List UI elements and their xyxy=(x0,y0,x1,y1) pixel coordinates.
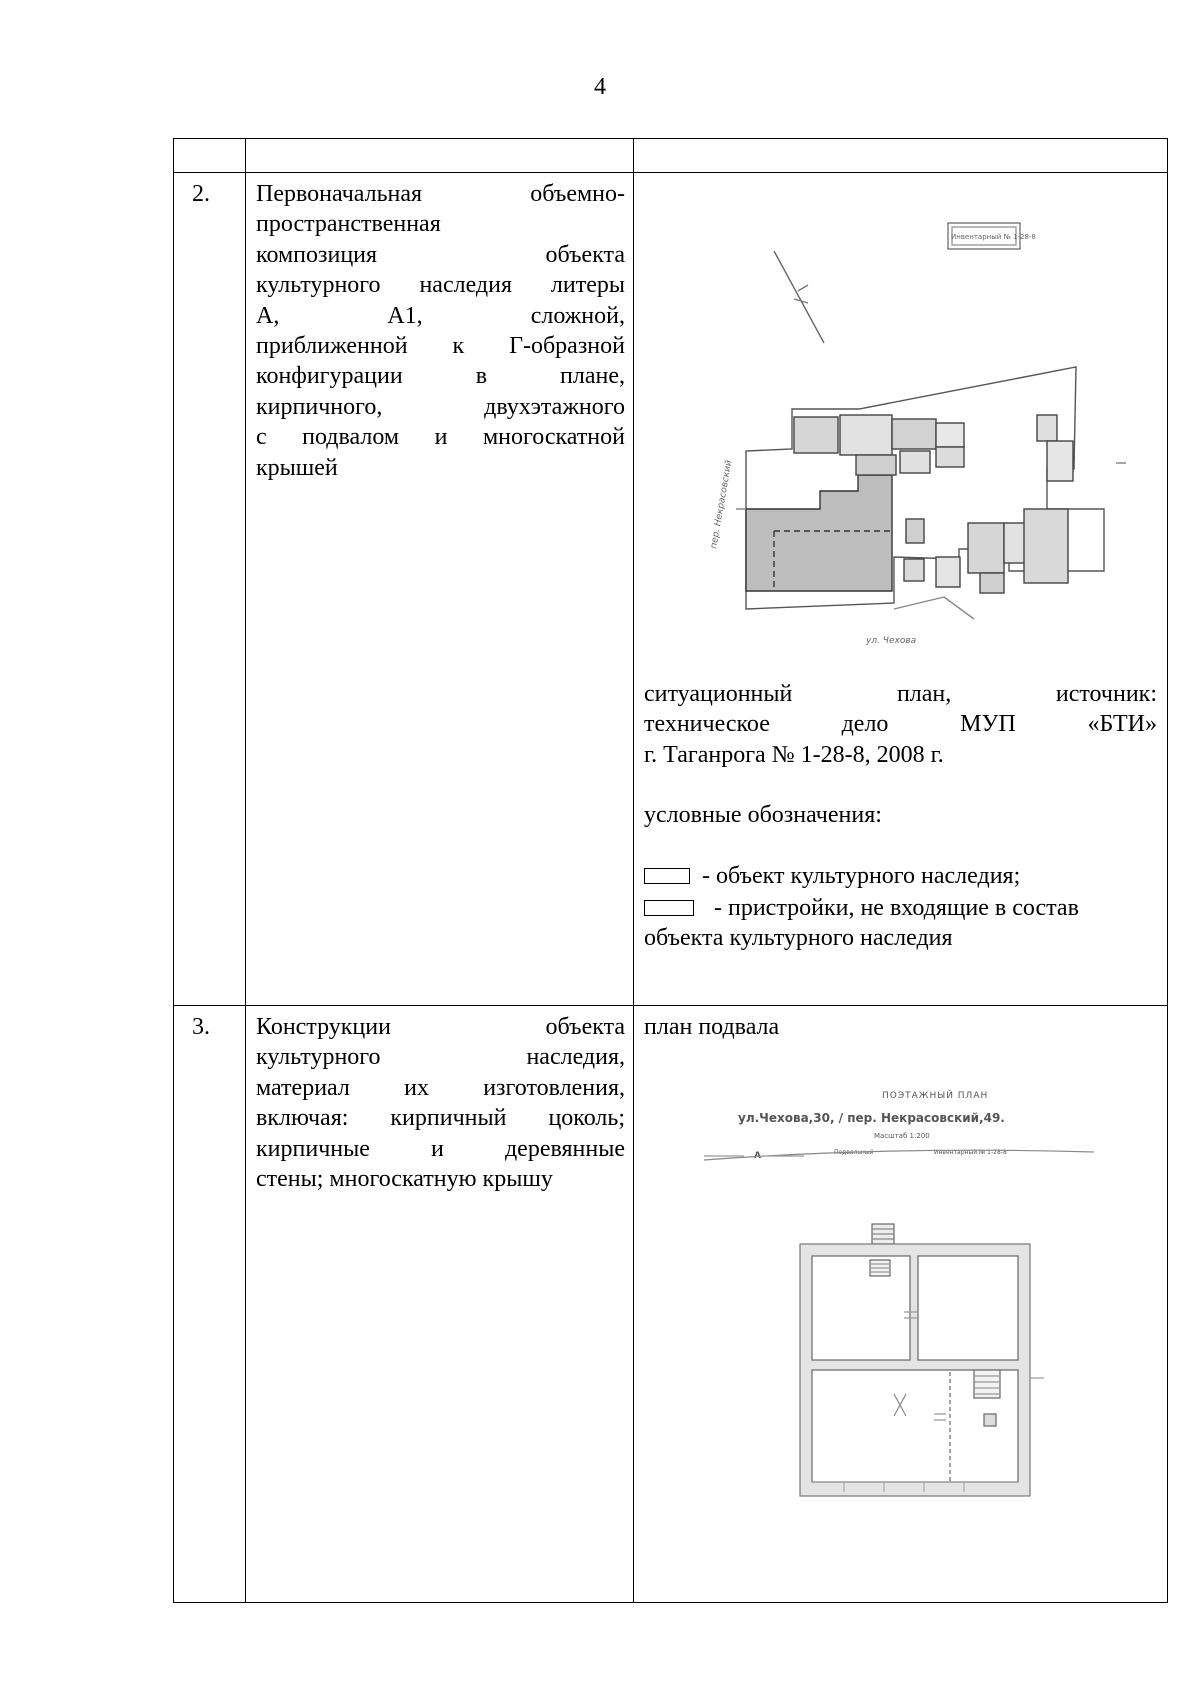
document-table xyxy=(173,138,1168,1603)
site-plan-image xyxy=(644,179,1158,649)
description-line: с подвалом и многоскатной xyxy=(256,424,625,451)
plan-inventory: Инвентарный № 1-28-8 xyxy=(934,1149,1007,1157)
legend-swatch xyxy=(644,868,690,884)
plan-title: ПОЭТАЖНЫЙ ПЛАН xyxy=(882,1091,989,1102)
legend xyxy=(644,861,1157,954)
description-line: А, А1, сложной, xyxy=(256,302,625,329)
row-number: 3. xyxy=(174,1006,246,1603)
header-cell-description xyxy=(246,139,634,173)
page-number: 4 xyxy=(594,74,606,100)
legend-item xyxy=(644,861,1157,891)
description-line: культурного наследия, xyxy=(256,1044,625,1071)
row-description xyxy=(246,1006,634,1603)
caption-line: техническое дело МУП «БТИ» xyxy=(644,711,1157,738)
caption-line: г. Таганрога № 1-28-8, 2008 г. xyxy=(644,741,944,768)
description-line: культурного наследия литеры xyxy=(256,272,625,299)
row-illustration xyxy=(634,173,1168,1006)
description-line: Первоначальная объемно- xyxy=(256,181,625,207)
legend-item-continuation: объекта культурного наследия xyxy=(644,925,953,952)
legend-item-label: - пристройки, не входящие в состав xyxy=(714,895,1079,922)
description-line: включая: кирпичный цоколь; xyxy=(256,1105,625,1132)
legend-swatch xyxy=(644,900,694,916)
description-line: пространственная xyxy=(256,211,441,238)
header-cell-number xyxy=(174,139,246,173)
table-header-row xyxy=(174,139,1168,173)
site-plan-street-label: ул. Чехова xyxy=(866,636,917,646)
description-line: кирпичного, двухэтажного xyxy=(256,393,625,420)
legend-title: условные обозначения: xyxy=(644,802,882,829)
row-number: 2. xyxy=(174,173,246,1006)
basement-plan-image xyxy=(644,1042,1158,1522)
header-cell-illustration xyxy=(634,139,1168,173)
row-illustration xyxy=(634,1006,1168,1603)
description-line: крышей xyxy=(256,454,338,481)
description-line: материал их изготовления, xyxy=(256,1074,625,1101)
description-line: Конструкции объекта xyxy=(256,1014,625,1040)
site-plan-side-street-label: пер. Некрасовский xyxy=(709,459,735,550)
description-line: приближенной к Г-образной xyxy=(256,333,625,360)
description-line: кирпичные и деревянные xyxy=(256,1135,625,1162)
legend-item xyxy=(644,893,1157,923)
plan-address: ул.Чехова,30, / пер. Некрасовский,49. xyxy=(738,1111,1005,1126)
row-description xyxy=(246,173,634,1006)
plan-scale: Масштаб 1:200 xyxy=(874,1132,930,1141)
description-line: конфигурации в плане, xyxy=(256,363,625,390)
description-line: стены; многоскатную крышу xyxy=(256,1166,553,1193)
plan-litera: А xyxy=(754,1151,761,1162)
table-row xyxy=(174,1006,1168,1603)
table-row xyxy=(174,173,1168,1006)
basement-plan-caption: план подвала xyxy=(644,1014,780,1040)
legend-item-label: - объект культурного наследия; xyxy=(702,862,1021,889)
caption-line: ситуационный план, источник: xyxy=(644,681,1157,707)
plan-floor: Подвальный xyxy=(834,1149,874,1157)
description-line: композиция объекта xyxy=(256,241,625,268)
site-plan-stamp-text: Инвентарный № 1-28-8 xyxy=(951,233,1036,241)
